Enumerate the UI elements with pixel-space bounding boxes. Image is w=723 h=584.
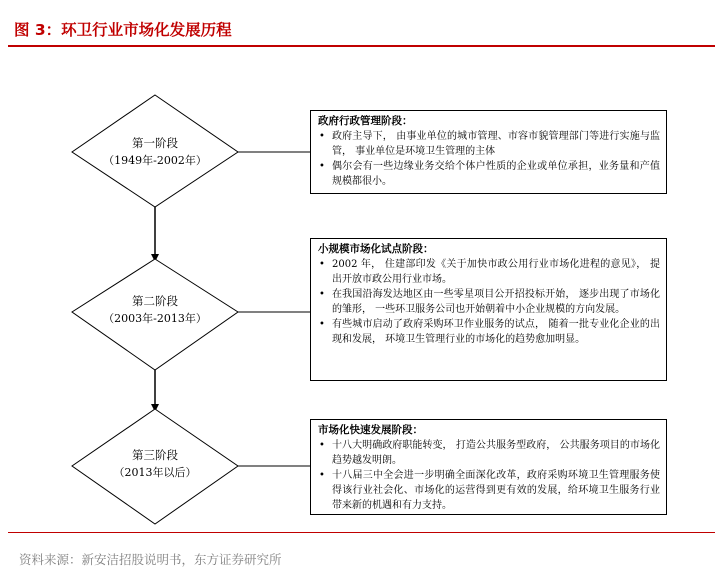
list-item: • 十八大明确政府职能转变， 打造公共服务型政府， 公共服务项目的市场化趋势越发明朗。 — [319, 440, 660, 466]
stage-3-name: 第三阶段 — [132, 448, 178, 462]
stage-3-box-title: 市场化快速发展阶段： — [318, 424, 423, 436]
stage-2-points — [318, 257, 660, 347]
stage-2-description-box — [310, 238, 667, 381]
bullet-icon: • — [319, 161, 325, 172]
bullet-icon: • — [319, 470, 325, 481]
bottom-divider — [8, 532, 715, 533]
list-item: • 2002 年， 住建部印发《关于加快市政公用行业市场化进程的意见》， 提出开放市政公用行业市场。 — [319, 259, 660, 285]
list-item: • 十八届三中全会进一步明确全面深化改革，政府采购环境卫生管理服务使得该行业社会化、市场化的运营得到更有效的发展，给环境卫生服务行业带来新的机遇和有力支持。 — [319, 470, 660, 511]
stage-1-box-title: 政府行政管理阶段： — [318, 115, 413, 127]
stage-2-box-title: 小规模市场化试点阶段： — [318, 243, 434, 255]
figure-title: 图 3：环卫行业市场化发展历程 — [14, 21, 232, 39]
stage-3-period: （2013年以后） — [113, 466, 197, 479]
bullet-icon: • — [319, 319, 325, 330]
bullet-icon: • — [319, 259, 325, 270]
stage-2-diamond — [72, 259, 238, 370]
bullet-icon: • — [319, 289, 325, 300]
list-item: • 偶尔会有一些边缘业务交给个体户性质的企业或单位承担，业务量和产值规模都很小。 — [319, 161, 660, 187]
list-item: • 政府主导下， 由事业单位的城市管理、市容市貌管理部门等进行实施与监管， 事业单位是环境卫生管理的主体 — [319, 131, 660, 157]
stage-2-period: （2003年-2013年） — [103, 312, 207, 325]
stage-1-diamond — [72, 95, 238, 207]
stage-3-points — [318, 438, 660, 513]
list-item: • 有些城市启动了政府采购环卫作业服务的试点， 随着一批专业化企业的出现和发展， 环境卫生管理行业的市场化的趋势愈加明显。 — [319, 319, 660, 345]
list-item: • 在我国沿海发达地区由一些零星项目公开招投标开始， 逐步出现了市场化的雏形， 一些环卫服务公司也开始朝着中小企业规模的方向发展。 — [319, 289, 660, 315]
stage-1-name: 第一阶段 — [132, 136, 178, 150]
source-note: 资料来源：新安洁招股说明书，东方证券研究所 — [19, 552, 282, 567]
bullet-icon: • — [319, 440, 325, 451]
stage-3-description-box — [310, 419, 667, 515]
bullet-icon: • — [319, 131, 325, 142]
stage-1-description-box — [310, 110, 667, 194]
stage-1-points — [318, 129, 660, 189]
stage-1-period: （1949年-2002年） — [103, 154, 207, 167]
stage-2-name: 第二阶段 — [132, 294, 178, 308]
stage-3-diamond — [72, 409, 238, 524]
